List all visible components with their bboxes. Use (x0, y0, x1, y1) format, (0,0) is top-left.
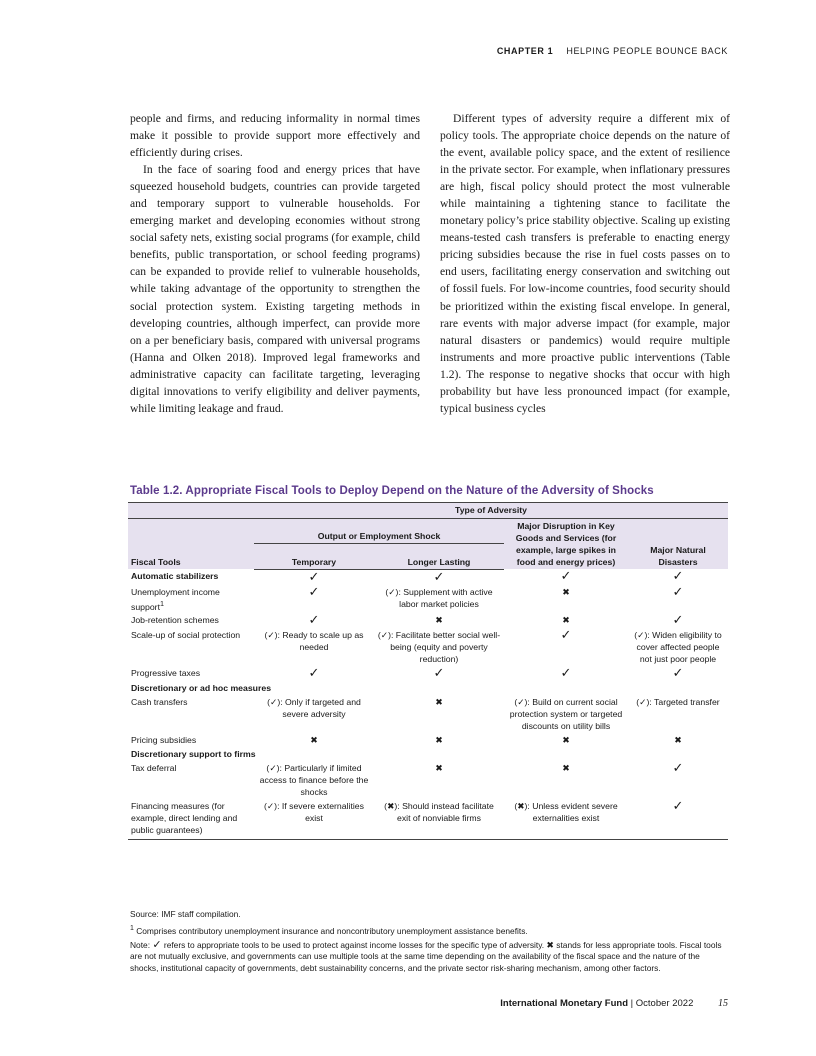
page-footer (500, 998, 728, 1009)
cross-icon: ✖ (310, 735, 318, 746)
check-icon: ✓ (308, 665, 320, 681)
cross-icon: ✖ (546, 939, 554, 950)
major-disruption-header: Major Disruption in Key Goods and Services (for example, large spikes in food and energy prices) (504, 519, 628, 570)
cell-text: (✓): Build on current social protection system or targeted discounts on utility bills (509, 697, 623, 732)
cross-icon: ✖ (435, 615, 443, 626)
cell-text: (✓): Particularly if limited access to finance before the shocks (259, 763, 369, 798)
cell-text: (✓): Ready to scale up as needed (264, 630, 364, 653)
output-shock-header: Output or Employment Shock (254, 519, 504, 544)
cell-text: (✓): Only if targeted and severe adversity (267, 697, 361, 720)
header-spacer (128, 503, 254, 519)
publisher: International Monetary Fund (500, 998, 629, 1009)
body-paragraph: In the face of soaring food and energy prices that have squeezed household budgets, countries can provide targeted and temporary support to vulnerable households. For emerging market and developing economies without strong social safety nets, existing social programs (for example, child benefits, public transportation, or school feeding programs) can be expanded to provide relief to vulnerable households, while taking advantage of the opportunity to strengthen the social protection system. Existing targeting methods in developing countries, although imperfect, can provide more on a per beneficiary basis, compared with universal programs (Hanna and Olken 2018). Improved legal frameworks and administrative capacity can facilitate targeting, leveraging digital innovations to verify eligibility and deliver payments, while limiting leakage and fraud. (130, 163, 420, 415)
temporary-header: Temporary (254, 544, 374, 569)
cross-icon: ✖ (435, 763, 443, 774)
publication-date: October 2022 (635, 998, 694, 1009)
page-number: 15 (718, 998, 728, 1009)
body-column-left (130, 110, 420, 417)
body-paragraph: Different types of adversity require a different mix of policy tools. The appropriate choice depends on the nature of the event, available policy space, and the extent of resilience in the private sector. For example, when inflationary pressures are high, fiscal policy should protect the most vulnerable while maintaining a tightening stance to facilitate the monetary policy’s price stability objective. Scaling up existing means-tested cash transfers is preferable to enacting energy pricing subsidies because the rise in fuel costs passes on to end users, facilitating energy conservation and switching out of fossil fuels. For low-income countries, food security should be prioritized within the existing fiscal envelope. In general, rare events with major adverse impact (for example, major natural disasters or pandemics) would require multiple instruments and more proactive public interventions (Table 1.2). The response to negative shocks that occur with high probability but have less pronounced impact (for example, typical business cycles (440, 112, 730, 415)
check-icon: ✓ (672, 612, 684, 628)
row-label: Tax deferral (131, 763, 177, 774)
cross-icon: ✖ (435, 735, 443, 746)
cross-icon: ✖ (562, 735, 570, 746)
body-column-right (440, 110, 730, 417)
cell-text: (✖): Should instead facilitate exit of nonviable firms (374, 799, 504, 840)
table-row (128, 585, 728, 614)
row-label: Progressive taxes (131, 668, 201, 679)
check-icon: ✓ (433, 568, 445, 584)
table-row (128, 695, 728, 733)
row-label: Unemployment income support (131, 586, 220, 612)
type-of-adversity-header: Type of Adversity (254, 503, 728, 519)
body-paragraph: people and firms, and reducing informality in normal times make it possible to provide support more effectively and efficiently during crises. (130, 112, 420, 160)
check-icon: ✓ (308, 612, 320, 628)
table-section-row (128, 747, 728, 761)
section-label: Discretionary or ad hoc measures (131, 683, 272, 694)
check-icon: ✓ (672, 760, 684, 776)
table-row (128, 761, 728, 799)
section-label: Discretionary support to firms (131, 749, 256, 760)
separator: | (630, 998, 634, 1009)
source-note: Source: IMF staff compilation. (130, 909, 241, 919)
check-icon: ✓ (672, 583, 684, 599)
cross-icon: ✖ (435, 697, 443, 708)
row-label: Scale-up of social protection (131, 630, 241, 641)
check-icon: ✓ (560, 665, 572, 681)
check-icon: ✓ (560, 568, 572, 583)
fiscal-tools-table (128, 502, 728, 840)
check-icon: ✓ (308, 568, 320, 584)
footnote-marker: 1 (130, 924, 134, 932)
cell-text: (✓): If severe externalities exist (254, 799, 374, 840)
table-row (128, 569, 728, 585)
row-label: Financing measures (for example, direct lending and public guarantees) (128, 799, 254, 840)
table-title: Table 1.2. Appropriate Fiscal Tools to Deploy Depend on the Nature of the Adversity of Shocks (130, 485, 654, 497)
cross-icon: ✖ (562, 615, 570, 626)
cross-icon: ✖ (562, 586, 570, 597)
table-section-row (128, 681, 728, 695)
note-text: Note: ✓ refers to appropriate tools to be used to protect against income losses for the specific type of adversity. ✖ stands for less appropriate tools. Fiscal tools are not mutually exclusive, and governments can use multiple tools at the same time depending on the availability of the fiscal space and the nature of the shocks, institutional capacity of governments, debt sustainability concerns, and the private sector risk-sharing mechanism, among other factors. (130, 938, 722, 973)
check-icon: ✓ (152, 938, 162, 951)
cell-text: (✓): Targeted transfer (636, 697, 720, 708)
row-label: Job-retention schemes (131, 615, 219, 626)
longer-lasting-header: Longer Lasting (374, 544, 504, 569)
table-row (128, 799, 728, 840)
check-icon: ✓ (672, 798, 684, 814)
cross-icon: ✖ (674, 735, 682, 746)
table-row (128, 613, 728, 628)
table-notes (130, 909, 730, 976)
check-icon: ✓ (308, 583, 320, 599)
table-row (128, 666, 728, 681)
footnote: $^1$ Comprises contributory unemployment insurance and noncontributory unemployment assistance benefits. (130, 924, 528, 936)
table-row (128, 628, 728, 666)
row-label: Cash transfers (131, 697, 188, 708)
check-icon: ✓ (672, 665, 684, 681)
row-label: Automatic stabilizers (131, 571, 219, 581)
cell-text: (✖): Unless evident severe externalities exist (504, 799, 628, 840)
fiscal-tools-header: Fiscal Tools (128, 519, 254, 570)
check-icon: ✓ (560, 627, 572, 643)
cell-text: (✓): Widen eligibility to cover affected people not just poor people (634, 630, 722, 665)
running-head (497, 46, 728, 56)
footnote-ref: 1 (159, 598, 165, 608)
chapter-title: HELPING PEOPLE BOUNCE BACK (566, 46, 728, 56)
row-label: Pricing subsidies (131, 735, 197, 746)
cell-text: (✓): Supplement with active labor market policies (385, 586, 493, 609)
cross-icon: ✖ (562, 763, 570, 774)
chapter-label: CHAPTER 1 (496, 46, 554, 56)
table-row (128, 733, 728, 747)
cell-text: (✓): Facilitate better social well-being (equity and poverty reduction) (377, 630, 501, 665)
natural-disasters-header: Major Natural Disasters (628, 519, 728, 570)
check-icon: ✓ (672, 568, 684, 583)
check-icon: ✓ (433, 665, 445, 681)
